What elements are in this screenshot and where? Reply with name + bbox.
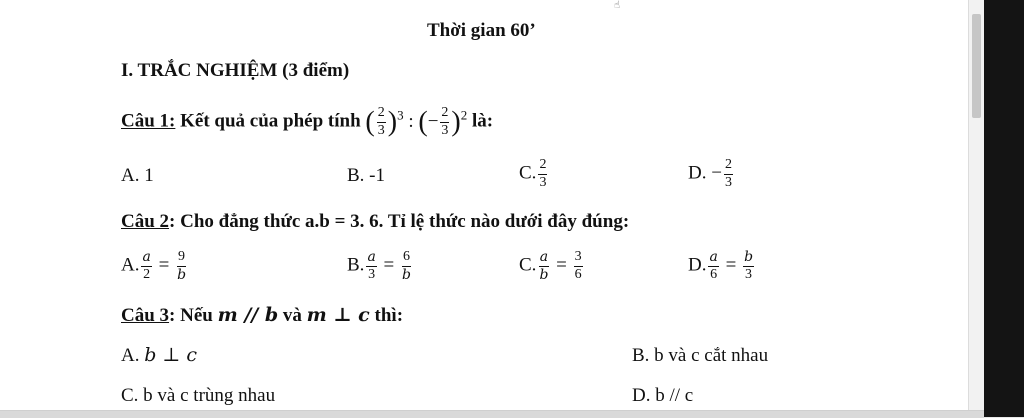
mouse-cursor-icon: ☝ — [614, 0, 621, 11]
question-2-text: : Cho đẳng thức a.b = 3. 6. Tỉ lệ thức nào dưới đây đúng: — [169, 211, 630, 232]
question-2 — [121, 212, 629, 231]
q2-option-a: A. $\frac{a}{2}$ = $\frac{9}{b}$ — [121, 249, 187, 283]
question-1-text: Kết quả của phép tính — [180, 110, 361, 132]
question-3-label: Câu 3 — [121, 305, 170, 326]
q1-option-a: A. 1 — [121, 165, 154, 186]
q3-option-b: B. b và c cắt nhau — [632, 345, 769, 366]
question-1 — [121, 106, 493, 138]
question-3-math-parallel: m // b — [217, 304, 279, 326]
q2-option-c: C. $\frac{a}{b}$ = $\frac{3}{6}$ — [519, 249, 582, 283]
question-1-label: Câu 1: — [121, 110, 176, 132]
q3-option-a: A. b ⊥ c — [121, 344, 197, 366]
window-edge — [984, 0, 1024, 417]
q1-option-c: C. $\frac{2}{3}$ — [519, 157, 547, 190]
question-1-end: là: — [471, 110, 494, 132]
q3-option-d: D. b // c — [632, 385, 694, 406]
q1-option-d: D. − $\frac{2}{3}$ — [688, 157, 732, 190]
q2-option-b: B. $\frac{a}{3}$ = $\frac{6}{b}$ — [347, 249, 411, 283]
q1-option-b: B. -1 — [347, 165, 385, 186]
question-1-expression: ( $\frac{2}{3}$ )$^3$ : (− $\frac{2}{3}$ )$^2$ — [365, 105, 468, 138]
q2-option-d: D. $\frac{a}{6}$ = $\frac{b}{3}$ — [688, 249, 754, 282]
section-title: I. TRẮC NGHIỆM (3 điểm) — [121, 60, 350, 81]
vertical-scrollbar[interactable] — [968, 0, 985, 410]
question-3-math-perpendicular: m ⊥ c — [306, 304, 370, 326]
exam-time: Thời gian 60’ — [427, 20, 536, 41]
question-3: Câu 3: Nếu m // b và m ⊥ c thì: — [121, 304, 404, 326]
q3-option-c: C. b và c trùng nhau — [121, 385, 276, 406]
scrollbar-thumb[interactable] — [972, 14, 981, 118]
question-2-label: Câu 2 — [121, 211, 170, 232]
